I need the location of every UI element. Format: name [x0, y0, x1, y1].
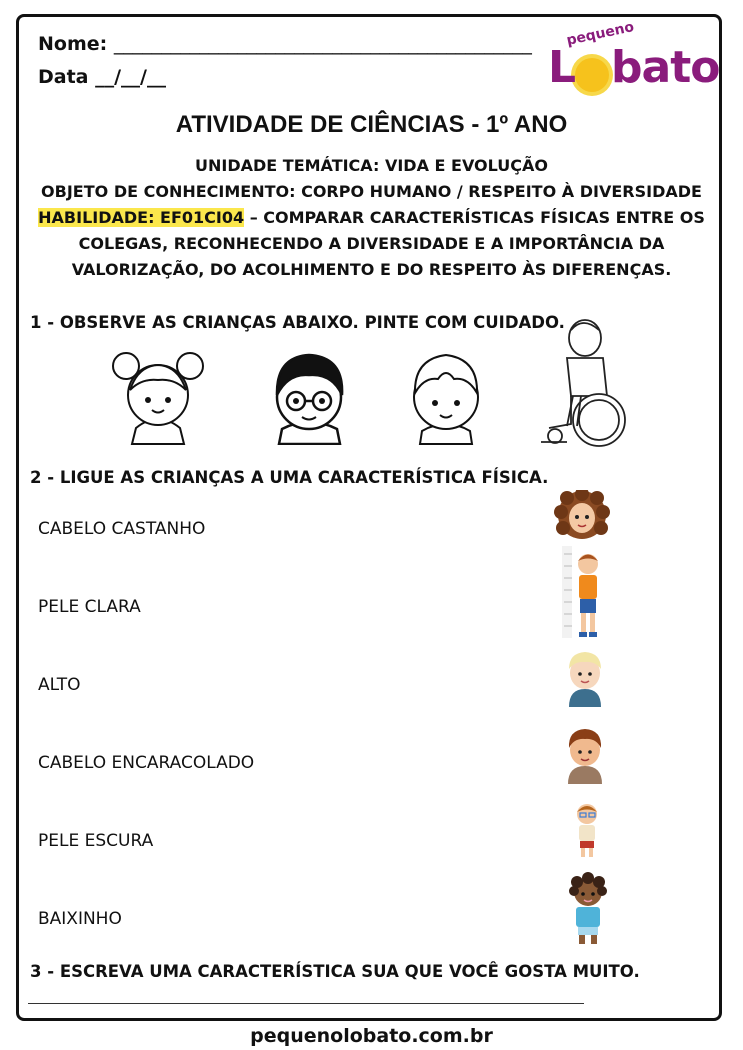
skill-code: HABILIDADE: EF01CI04 — [38, 208, 245, 227]
name-field[interactable] — [38, 33, 532, 55]
feature-item[interactable]: PELE CLARA — [38, 597, 141, 617]
blond-boy-icon[interactable] — [563, 649, 607, 707]
name-blank: ____________________________________________ — [113, 33, 532, 55]
date-field[interactable]: Data __/__/__ — [38, 66, 166, 88]
logo-big-text — [548, 42, 720, 93]
skill-line-3: VALORIZAÇÃO, DO ACOLHIMENTO E DO RESPEITO ÀS DIFERENÇAS. — [71, 260, 672, 279]
coloring-girl-buns-icon[interactable] — [108, 340, 208, 445]
coloring-boy-glasses-icon[interactable] — [262, 345, 357, 445]
logo-letter-l: L — [548, 42, 576, 93]
question-2: 2 - LIGUE AS CRIANÇAS A UMA CARACTERÍSTICA FÍSICA. — [30, 468, 549, 487]
skill-text-1: – COMPARAR CARACTERÍSTICAS FÍSICAS ENTRE OS — [244, 208, 705, 227]
curly-hair-girl-icon[interactable] — [553, 490, 611, 540]
footer-url[interactable]: pequenolobato.com.br — [250, 1025, 493, 1047]
logo-small-text: pequeno — [565, 19, 636, 49]
dark-skin-boy-icon[interactable] — [565, 872, 611, 946]
brown-hair-boy-icon[interactable] — [562, 726, 608, 784]
feature-item[interactable]: PELE ESCURA — [38, 831, 154, 851]
question-1: 1 - OBSERVE AS CRIANÇAS ABAIXO. PINTE COM CUIDADO. — [30, 313, 565, 332]
tall-boy-ruler-icon[interactable] — [560, 544, 610, 640]
object-line: OBJETO DE CONHECIMENTO: CORPO HUMANO / RESPEITO À DIVERSIDADE — [41, 182, 702, 201]
feature-item[interactable]: CABELO CASTANHO — [38, 519, 206, 539]
feature-item[interactable]: CABELO ENCARACOLADO — [38, 753, 255, 773]
coloring-boy-icon[interactable] — [402, 345, 490, 445]
feature-item[interactable]: ALTO — [38, 675, 81, 695]
logo-word-end: bato — [611, 42, 720, 93]
answer-line[interactable] — [28, 1003, 584, 1004]
feature-item[interactable]: BAIXINHO — [38, 909, 122, 929]
skill-line-2: COLEGAS, RECONHECENDO A DIVERSIDADE E A IMPORTÂNCIA DA — [78, 234, 665, 253]
page-title: ATIVIDADE DE CIÊNCIAS - 1º ANO — [175, 111, 568, 138]
question-3: 3 - ESCREVA UMA CARACTERÍSTICA SUA QUE VOCÊ GOSTA MUITO. — [30, 962, 640, 981]
name-label: Nome: — [38, 33, 114, 55]
skill-line-1 — [0, 208, 743, 227]
unit-line: UNIDADE TEMÁTICA: VIDA E EVOLUÇÃO — [195, 156, 548, 175]
short-boy-icon[interactable] — [568, 800, 606, 860]
coloring-wheelchair-boy-icon[interactable] — [533, 316, 631, 448]
